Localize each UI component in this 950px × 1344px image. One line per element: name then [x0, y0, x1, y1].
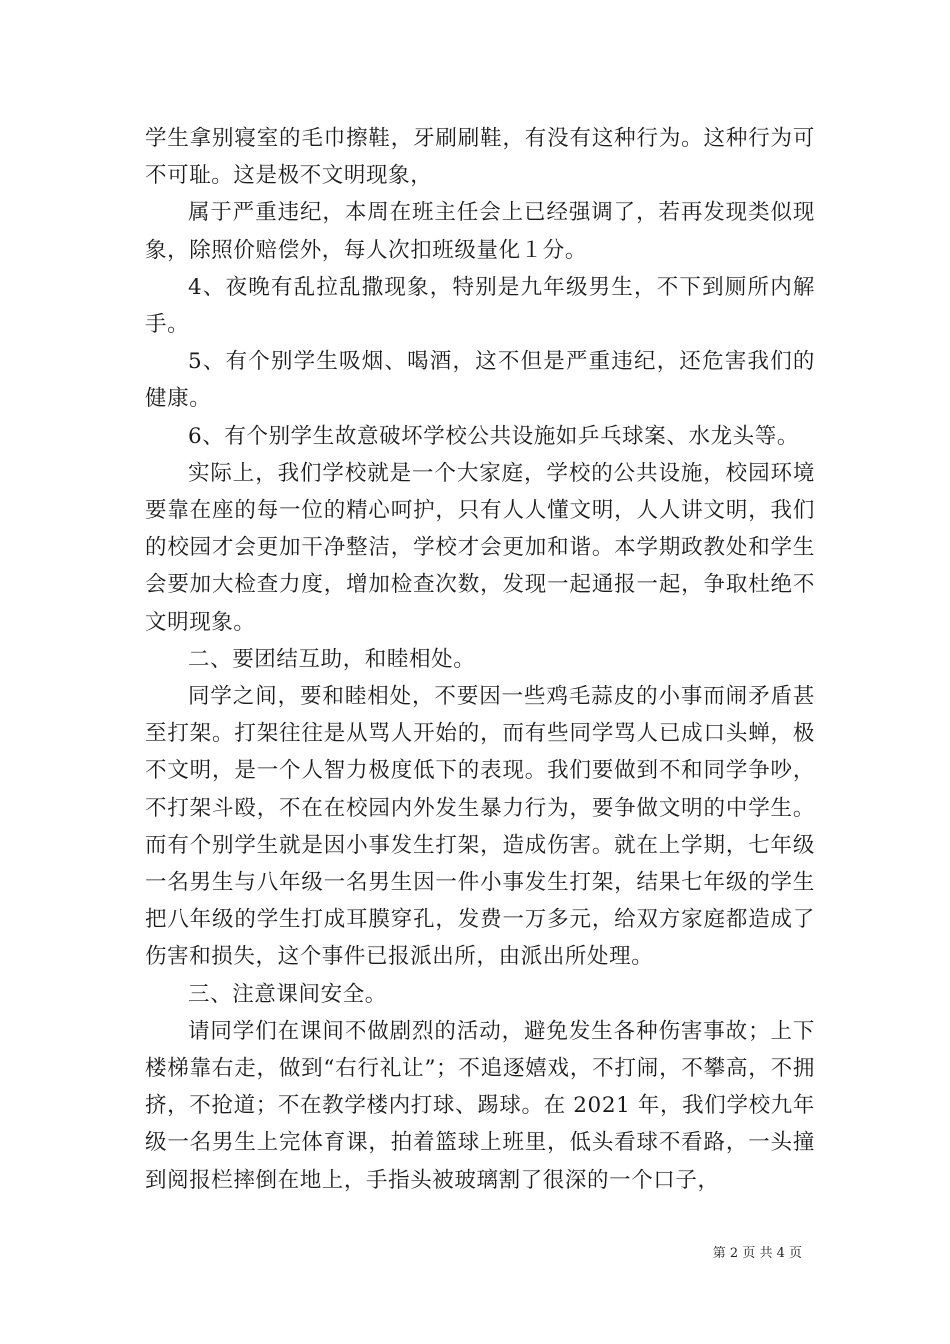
paragraph-serious-violation: 属于严重违纪，本周在班主任会上已经强调了，若再发现类似现象，除照价赔偿外，每人次扣班级量化１分。 — [145, 200, 815, 263]
paragraph-break-safety: 请同学们在课间不做剧烈的活动，避免发生各种伤害事故；上下楼梯靠右走，做到“右行礼让”；不追逐嬉戏，不打闹，不攀高，不拥挤，不抢道；不在教学楼内打球、踢球。在 2021 年，我们学校九年级一名男生上完体育课，拍着篮球上班里，低头看球不看路，一头撞到阅报栏摔倒在地上，手指头被玻璃割了很深的一个口子， — [145, 1018, 815, 1193]
section-heading-unity: 二、要团结互助，和睦相处。 — [188, 646, 476, 672]
paragraph-continuation: 学生拿别寝室的毛巾擦鞋，牙刷刷鞋，有没有这种行为。这种行为可不可耻。这是极不文明现象， — [145, 126, 815, 189]
section-heading-break-safety: 三、注意课间安全。 — [188, 981, 387, 1007]
document-body — [145, 120, 815, 1199]
paragraph-item-5: 5、有个别学生吸烟、喝酒，这不但是严重违纪，还危害我们的健康。 — [145, 349, 815, 412]
paragraph-item-6: 6、有个别学生故意破坏学校公共设施如乒乓球案、水龙头等。 — [188, 423, 799, 449]
paragraph-harmony: 同学之间，要和睦相处，不要因一些鸡毛蒜皮的小事而闹矛盾甚至打架。打架往往是从骂人开始的，而有些同学骂人已成口头蝉，极不文明，是一个人智力极度低下的表现。我们要做到不和同学争吵，不打架斗殴，不在在校园内外发生暴力行为，要争做文明的中学生。而有个别学生就是因小事发生打架，造成伤害。就在上学期，七年级一名男生与八年级一名男生因一件小事发生打架，结果七年级的学生把八年级的学生打成耳膜穿孔，发费一万多元，给双方家庭都造成了伤害和损失，这个事件已报派出所，由派出所处理。 — [145, 684, 815, 970]
paragraph-item-4: 4、夜晚有乱拉乱撒现象，特别是九年级男生，不下到厕所内解手。 — [145, 274, 815, 338]
page-number-footer: 第 2 页 共 4 页 — [712, 1246, 802, 1261]
paragraph-school-family: 实际上，我们学校就是一个大家庭，学校的公共设施，校园环境要靠在座的每一位的精心呵护，只有人人懂文明，人人讲文明，我们的校园才会更加干净整洁，学校才会更加和谐。本学期政教处和学生会要加大检查力度，增加检查次数，发现一起通报一起，争取杜绝不文明现象。 — [145, 460, 815, 635]
